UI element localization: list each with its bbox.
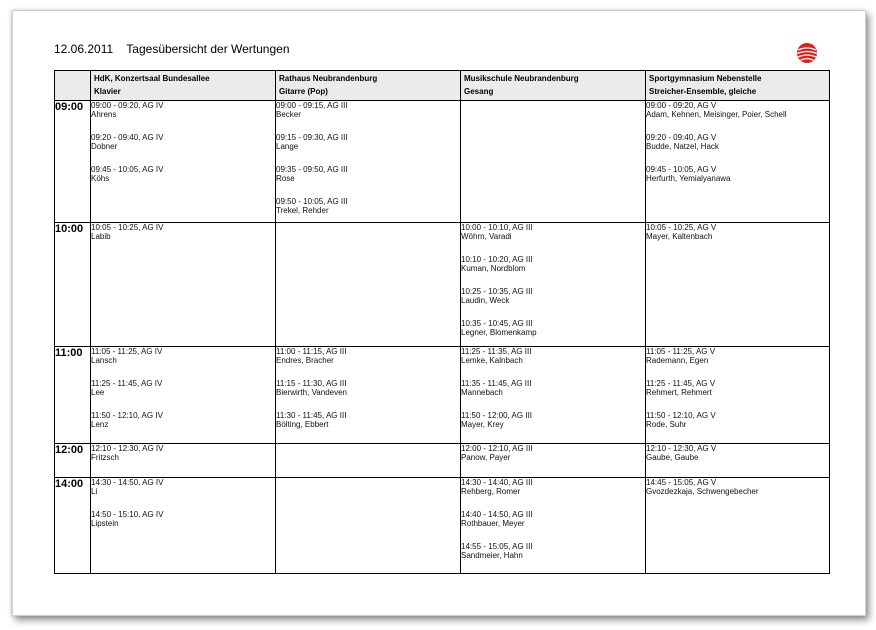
participant-names: Mayer, Kaltenbach: [646, 232, 713, 241]
slot-time: 11:05 - 11:25, AG V: [646, 347, 716, 356]
participant-names: Fritzsch: [91, 453, 119, 462]
schedule-cell: [91, 347, 276, 444]
list-item: [276, 347, 460, 365]
list-item: [646, 101, 829, 119]
table-row: [55, 444, 830, 478]
column-header: [646, 71, 830, 101]
schedule-cell: [276, 223, 461, 347]
list-item: [646, 379, 829, 397]
schedule-cell: [461, 347, 646, 444]
participant-names: Lipstein: [91, 519, 119, 528]
table-row: [55, 347, 830, 444]
venue-label: HdK, Konzertsaal Bundesallee: [94, 74, 210, 83]
participant-names: Bierwirth, Vandeven: [276, 388, 347, 397]
participant-names: Adam, Kehnen, Meisinger, Poier, Schell: [646, 110, 787, 119]
participant-names: Endres, Bracher: [276, 356, 334, 365]
schedule-cell: [461, 223, 646, 347]
slot-time: 09:45 - 10:05, AG V: [646, 165, 717, 174]
list-item: [461, 478, 645, 496]
participant-names: Budde, Natzel, Hack: [646, 142, 719, 151]
participant-names: Trekel, Rehder: [276, 206, 329, 215]
participant-names: Lee: [91, 388, 105, 397]
slot-time: 11:30 - 11:45, AG III: [276, 411, 347, 420]
slot-time: 11:25 - 11:45, AG V: [646, 379, 716, 388]
participant-names: Rode, Suhr: [646, 420, 687, 429]
participant-names: Bölting, Ebbert: [276, 420, 329, 429]
participant-names: Rose: [276, 174, 295, 183]
list-item: [461, 444, 645, 462]
participant-names: Lenz: [91, 420, 109, 429]
slot-time: 09:00 - 09:15, AG III: [276, 101, 348, 110]
list-item: [461, 347, 645, 365]
list-item: [461, 287, 645, 305]
list-item: [91, 510, 275, 528]
category-label: Klavier: [94, 87, 121, 96]
slot-time: 11:50 - 12:00, AG III: [461, 411, 533, 420]
header-row: [55, 71, 830, 101]
venue-label: Sportgymnasium Nebenstelle: [649, 74, 762, 83]
participant-names: Gaube, Gaube: [646, 453, 699, 462]
schedule-cell: [461, 444, 646, 478]
participant-names: Legner, Blomenkamp: [461, 328, 537, 337]
slot-time: 09:45 - 10:05, AG IV: [91, 165, 164, 174]
slot-time: 11:25 - 11:45, AG IV: [91, 379, 163, 388]
list-item: [276, 101, 460, 119]
time-slot-label: 12:00: [55, 444, 91, 478]
list-item: [91, 223, 275, 241]
slot-time: 11:15 - 11:30, AG III: [276, 379, 347, 388]
list-item: [91, 379, 275, 397]
table-row: [55, 101, 830, 223]
list-item: [646, 223, 829, 241]
slot-time: 11:00 - 11:15, AG III: [276, 347, 347, 356]
list-item: [646, 411, 829, 429]
list-item: [91, 478, 275, 496]
participant-names: Labib: [91, 232, 111, 241]
schedule-cell: [646, 478, 830, 574]
column-header: [276, 71, 461, 101]
slot-time: 12:10 - 12:30, AG V: [646, 444, 717, 453]
column-header: [461, 71, 646, 101]
list-item: [91, 444, 275, 462]
slot-time: 11:50 - 12:10, AG IV: [91, 411, 163, 420]
category-label: Streicher-Ensemble, gleiche: [649, 87, 757, 96]
time-slot-label: 11:00: [55, 347, 91, 444]
venue-label: Rathaus Neubrandenburg: [279, 74, 378, 83]
list-item: [646, 478, 829, 496]
slot-time: 14:55 - 15:05, AG III: [461, 542, 533, 551]
list-item: [461, 411, 645, 429]
slot-time: 10:25 - 10:35, AG III: [461, 287, 533, 296]
slot-time: 12:00 - 12:10, AG III: [461, 444, 533, 453]
slot-time: 14:30 - 14:40, AG III: [461, 478, 533, 487]
participant-names: Kuman, Nordblom: [461, 264, 526, 273]
schedule-date: 12.06.2011: [54, 42, 114, 56]
time-slot-label: 09:00: [55, 101, 91, 223]
list-item: [461, 255, 645, 273]
slot-time: 11:35 - 11:45, AG III: [461, 379, 532, 388]
list-item: [461, 510, 645, 528]
list-item: [646, 444, 829, 462]
list-item: [461, 223, 645, 241]
slot-time: 10:10 - 10:20, AG III: [461, 255, 533, 264]
list-item: [276, 165, 460, 183]
slot-time: 09:50 - 10:05, AG III: [276, 197, 348, 206]
participant-names: Mannebach: [461, 388, 503, 397]
list-item: [461, 319, 645, 337]
slot-time: 14:30 - 14:50, AG IV: [91, 478, 164, 487]
participant-names: Laudin, Weck: [461, 296, 510, 305]
page-title: [54, 42, 290, 56]
slot-time: 11:25 - 11:35, AG III: [461, 347, 532, 356]
column-header: [91, 71, 276, 101]
schedule-cell: [91, 444, 276, 478]
participant-names: Rademann, Egen: [646, 356, 709, 365]
participant-names: Rehmert, Rehmert: [646, 388, 712, 397]
list-item: [646, 347, 829, 365]
participant-names: Panow, Payer: [461, 453, 511, 462]
schedule-title: Tagesübersicht der Wertungen: [126, 42, 290, 56]
slot-time: 10:05 - 10:25, AG V: [646, 223, 717, 232]
schedule-cell: [646, 347, 830, 444]
participant-names: Lange: [276, 142, 299, 151]
list-item: [91, 411, 275, 429]
schedule-cell: [276, 444, 461, 478]
list-item: [91, 101, 275, 119]
list-item: [91, 165, 275, 183]
participant-names: Köhs: [91, 174, 110, 183]
time-slot-label: 10:00: [55, 223, 91, 347]
schedule-cell: [91, 223, 276, 347]
list-item: [461, 379, 645, 397]
time-column-header: [55, 71, 91, 101]
schedule-cell: [461, 478, 646, 574]
participant-names: Lansch: [91, 356, 117, 365]
list-item: [91, 347, 275, 365]
slot-time: 10:00 - 10:10, AG III: [461, 223, 533, 232]
schedule-cell: [646, 101, 830, 223]
list-item: [646, 133, 829, 151]
slot-time: 09:00 - 09:20, AG V: [646, 101, 717, 110]
schedule-table: [54, 70, 830, 574]
red-sphere-logo-icon: [796, 42, 818, 64]
slot-time: 09:35 - 09:50, AG III: [276, 165, 348, 174]
schedule-cell: [646, 444, 830, 478]
participant-names: Ahrens: [91, 110, 117, 119]
slot-time: 09:00 - 09:20, AG IV: [91, 101, 164, 110]
slot-time: 09:15 - 09:30, AG III: [276, 133, 348, 142]
participant-names: Gvozdezkaja, Schwengebecher: [646, 487, 759, 496]
schedule-cell: [276, 347, 461, 444]
table-row: [55, 478, 830, 574]
schedule-cell: [91, 478, 276, 574]
slot-time: 11:50 - 12:10, AG V: [646, 411, 716, 420]
slot-time: 14:50 - 15:10, AG IV: [91, 510, 164, 519]
participant-names: Dobner: [91, 142, 118, 151]
participant-names: Rothbauer, Meyer: [461, 519, 525, 528]
schedule-cell: [646, 223, 830, 347]
participant-names: Lemke, Kalnbach: [461, 356, 523, 365]
list-item: [276, 133, 460, 151]
schedule-cell: [276, 478, 461, 574]
slot-time: 10:05 - 10:25, AG IV: [91, 223, 164, 232]
participant-names: Rehberg, Romer: [461, 487, 521, 496]
list-item: [91, 133, 275, 151]
list-item: [461, 542, 645, 560]
participant-names: Wöhrn, Varadi: [461, 232, 512, 241]
participant-names: Sandmeier, Hahn: [461, 551, 523, 560]
slot-time: 11:05 - 11:25, AG IV: [91, 347, 163, 356]
slot-time: 12:10 - 12:30, AG IV: [91, 444, 164, 453]
schedule-body: [55, 101, 830, 574]
slot-time: 09:20 - 09:40, AG IV: [91, 133, 164, 142]
schedule-cell: [91, 101, 276, 223]
category-label: Gesang: [464, 87, 494, 96]
slot-time: 14:45 - 15:05, AG V: [646, 478, 717, 487]
participant-names: Becker: [276, 110, 301, 119]
slot-time: 14:40 - 14:50, AG III: [461, 510, 533, 519]
slot-time: 09:20 - 09:40, AG V: [646, 133, 717, 142]
participant-names: Herfurth, Yemialyanawa: [646, 174, 731, 183]
list-item: [276, 197, 460, 215]
slot-time: 10:35 - 10:45, AG III: [461, 319, 533, 328]
list-item: [646, 165, 829, 183]
time-slot-label: 14:00: [55, 478, 91, 574]
participant-names: Li: [91, 487, 98, 496]
category-label: Gitarre (Pop): [279, 87, 328, 96]
schedule-cell: [461, 101, 646, 223]
venue-label: Musikschule Neubrandenburg: [464, 74, 579, 83]
participant-names: Mayer, Krey: [461, 420, 504, 429]
list-item: [276, 411, 460, 429]
list-item: [276, 379, 460, 397]
table-row: [55, 223, 830, 347]
schedule-cell: [276, 101, 461, 223]
